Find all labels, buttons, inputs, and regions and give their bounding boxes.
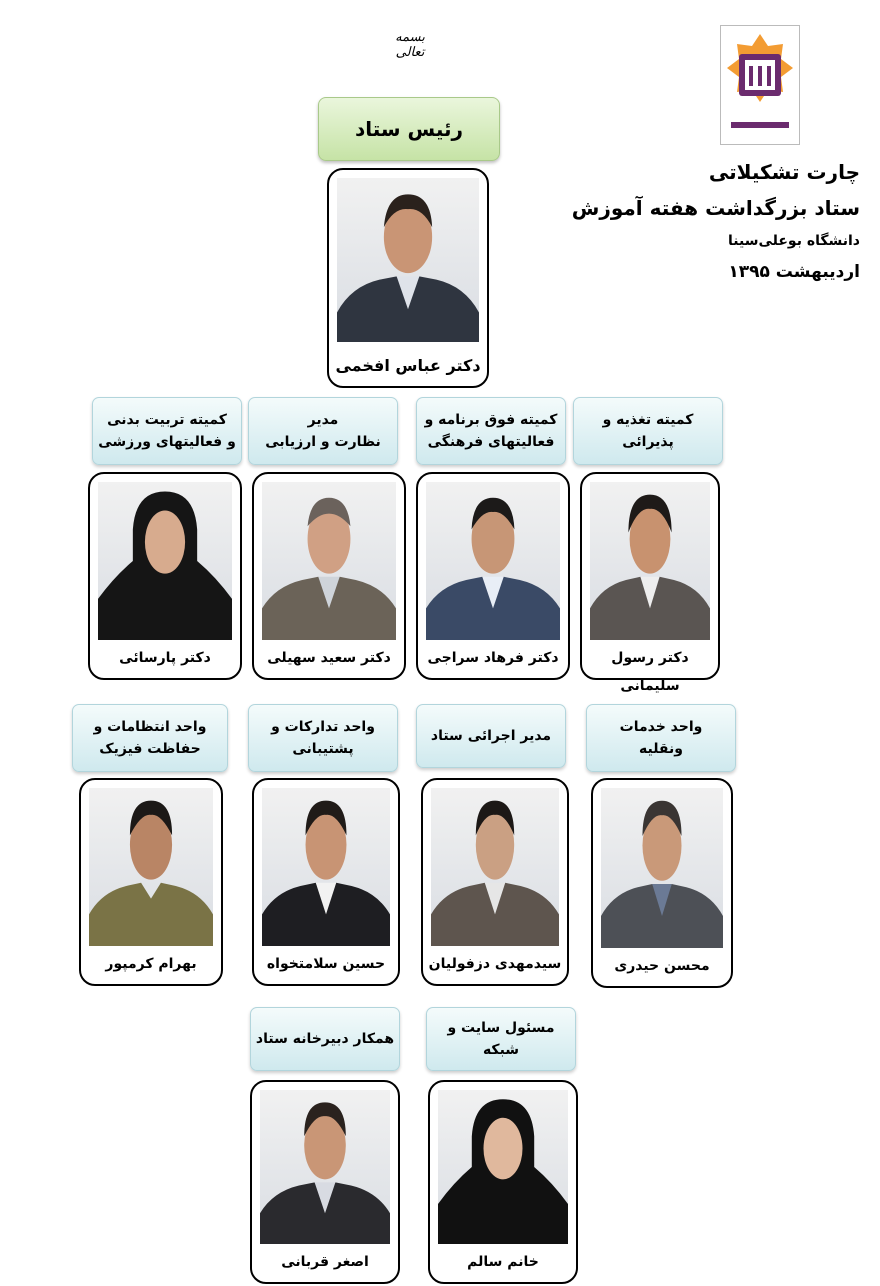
person-photo bbox=[262, 788, 390, 946]
person-card bbox=[88, 472, 242, 680]
person-card bbox=[416, 472, 570, 680]
person-card bbox=[250, 1080, 400, 1284]
person-name: سیدمهدی دزفولیان bbox=[428, 956, 562, 972]
person-name: دکتر سعید سهیلی bbox=[267, 650, 391, 666]
person-silhouette-icon bbox=[262, 788, 390, 946]
role-label: کمیته تربیت بدنی و فعالیتهای ورزشی bbox=[92, 397, 242, 465]
person-name: اصغر قربانی bbox=[281, 1254, 369, 1270]
role-label: همکار دبیرخانه ستاد bbox=[250, 1007, 400, 1071]
person-card bbox=[591, 778, 733, 988]
person-silhouette-icon bbox=[590, 482, 710, 640]
person-photo bbox=[438, 1090, 568, 1244]
person-card bbox=[252, 472, 406, 680]
person-photo bbox=[260, 1090, 390, 1244]
person-card bbox=[580, 472, 720, 694]
role-label: کمیته تغذیه و پذیرائی bbox=[573, 397, 723, 465]
chief-card bbox=[327, 168, 489, 388]
logo-emblem-icon bbox=[721, 26, 799, 144]
person-silhouette-icon bbox=[89, 788, 213, 946]
person-photo bbox=[431, 788, 559, 946]
person-name: حسین سلامتخواه bbox=[266, 956, 386, 972]
person-silhouette-icon bbox=[98, 482, 232, 640]
person-name: دکتر فرهاد سراجی bbox=[427, 650, 559, 666]
basmala: بسمه تعالی bbox=[395, 30, 425, 60]
date: اردیبهشت ۱۳۹۵ bbox=[728, 262, 860, 282]
university-name: دانشگاه بوعلی‌سینا bbox=[728, 233, 860, 249]
person-photo bbox=[98, 482, 232, 640]
org-title: ستاد بزرگداشت هفته آموزش bbox=[571, 196, 860, 220]
role-label: واحد خدمات ونقلیه bbox=[586, 704, 736, 772]
role-label: واحد تدارکات و پشتیبانی bbox=[248, 704, 398, 772]
person-silhouette-icon bbox=[337, 178, 479, 342]
role-label: مدیر نظارت و ارزیابی bbox=[248, 397, 398, 465]
person-silhouette-icon bbox=[431, 788, 559, 946]
person-silhouette-icon bbox=[262, 482, 396, 640]
person-name: دکتر پارسائی bbox=[119, 650, 211, 666]
person-photo bbox=[337, 178, 479, 342]
person-photo bbox=[89, 788, 213, 946]
person-card bbox=[252, 778, 400, 986]
person-name: خانم سالم bbox=[467, 1254, 539, 1270]
person-name: محسن حیدری bbox=[614, 958, 710, 974]
chief-role-label: رئیس ستاد bbox=[318, 97, 500, 161]
person-card bbox=[79, 778, 223, 986]
person-name: دکتر رسول سلیمانی bbox=[611, 650, 689, 694]
person-silhouette-icon bbox=[438, 1090, 568, 1244]
person-photo bbox=[262, 482, 396, 640]
university-logo bbox=[720, 25, 800, 145]
person-silhouette-icon bbox=[601, 788, 723, 948]
person-photo bbox=[601, 788, 723, 948]
role-label: واحد انتظامات و حفاظت فیزیک bbox=[72, 704, 228, 772]
person-photo bbox=[426, 482, 560, 640]
person-silhouette-icon bbox=[426, 482, 560, 640]
person-card bbox=[421, 778, 569, 986]
chart-title: چارت تشکیلاتی bbox=[708, 160, 860, 184]
role-label: کمیته فوق برنامه و فعالیتهای فرهنگی bbox=[416, 397, 566, 465]
role-label: مدیر اجرائی ستاد bbox=[416, 704, 566, 768]
chief-name: دکتر عباس افخمی bbox=[335, 356, 481, 375]
role-label: مسئول سایت و شبکه bbox=[426, 1007, 576, 1071]
person-silhouette-icon bbox=[260, 1090, 390, 1244]
person-card bbox=[428, 1080, 578, 1284]
person-name: بهرام کرمپور bbox=[105, 956, 197, 972]
person-photo bbox=[590, 482, 710, 640]
